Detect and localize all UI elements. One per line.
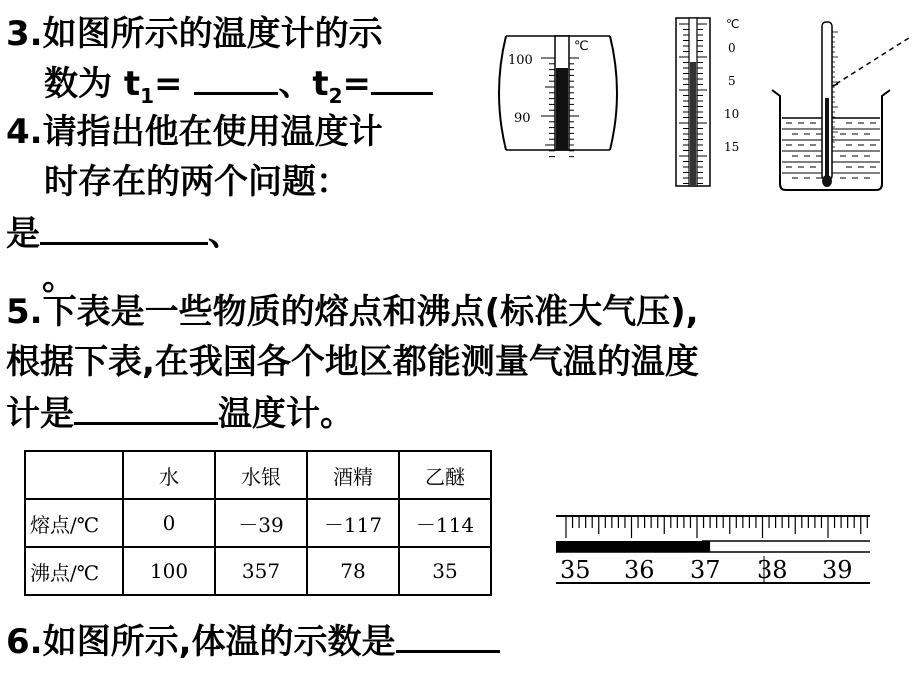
table-cell: 100	[123, 547, 215, 595]
q4-line3-pre: 是	[6, 214, 40, 254]
q4-line1: 4.请指出他在使用温度计	[6, 112, 383, 152]
table-cell: －114	[399, 499, 491, 547]
q6-text: 6.如图所示,体温的示数是	[6, 622, 396, 662]
q5-line3	[6, 392, 354, 434]
q4-line3-post: 、	[208, 214, 242, 254]
q3-t-label: 数为 t	[44, 64, 141, 104]
thermometer2-label-15: 15	[724, 140, 740, 154]
q4-line2: 时存在的两个问题：	[44, 162, 350, 202]
thermometer2-label-0: 0	[728, 41, 736, 55]
table-header-cell	[25, 451, 123, 499]
table-cell: 35	[399, 547, 491, 595]
table-cell: －39	[215, 499, 307, 547]
q3-t2-sub: 2	[328, 83, 343, 108]
thermometer2-label-10: 10	[724, 107, 740, 121]
table-header-cell: 水	[123, 451, 215, 499]
beaker-thermometer-figure	[766, 18, 916, 192]
q5-line2: 根据下表,在我国各个地区都能测量气温的温度	[6, 342, 699, 382]
table-header-cell: 乙醚	[399, 451, 491, 499]
clinical-ticks	[566, 516, 867, 538]
clinical-label-38: 38	[757, 556, 788, 584]
q3-blank-t2[interactable]	[371, 62, 433, 95]
q6-line1	[6, 620, 500, 662]
q5-line1: 5.下表是一些物质的熔点和沸点(标准大气压),	[6, 292, 699, 332]
clinical-label-35: 35	[560, 556, 591, 584]
table-cell: 0	[123, 499, 215, 547]
clinical-label-39: 39	[822, 556, 853, 584]
table-row	[25, 499, 491, 547]
table-header-cell: 酒精	[307, 451, 399, 499]
thermometer1-liquid	[556, 68, 568, 150]
thermometer-scale-figure	[672, 14, 752, 190]
clinical-label-36: 36	[624, 556, 655, 584]
clinical-thermometer-figure	[552, 508, 874, 590]
thermometer3-ticks	[832, 32, 838, 147]
clinical-liquid	[556, 541, 710, 552]
q3-line2	[44, 62, 433, 116]
q5-blank[interactable]	[74, 392, 218, 425]
table-row-label: 熔点/℃	[25, 499, 123, 547]
table-cell: 357	[215, 547, 307, 595]
table-row-label: 沸点/℃	[25, 547, 123, 595]
thermometer1-label-90: 90	[514, 111, 531, 126]
table-header-row	[25, 451, 491, 499]
thermometer2-label-5: 5	[728, 74, 736, 88]
table-cell: 78	[307, 547, 399, 595]
q4-blank-1[interactable]	[40, 212, 208, 245]
sight-line	[836, 36, 912, 84]
q3-t1-sub: 1	[140, 83, 155, 108]
q6-blank[interactable]	[396, 620, 500, 653]
q3-sep: 、t	[278, 64, 329, 104]
q3-eq2: =	[342, 64, 372, 104]
melting-boiling-table	[24, 450, 492, 596]
thermometer2-liquid	[690, 62, 696, 186]
thermometer-closeup-figure	[488, 28, 628, 158]
table-header-cell: 水银	[215, 451, 307, 499]
thermometer3-bulb	[822, 175, 832, 187]
q5-line3-post: 温度计。	[218, 394, 354, 434]
thermometer3-liquid	[825, 98, 829, 178]
q3-blank-t1[interactable]	[194, 62, 278, 95]
q5-line3-pre: 计是	[6, 394, 74, 434]
table-cell: －117	[307, 499, 399, 547]
q3-line1: 3.如图所示的温度计的示	[6, 14, 383, 54]
thermometer2-unit: ℃	[726, 17, 740, 31]
thermometer1-label-100: 100	[508, 53, 533, 68]
q4-line4: 。	[42, 258, 76, 298]
clinical-label-37: 37	[690, 556, 721, 584]
table-row	[25, 547, 491, 595]
thermometer1-unit: ℃	[574, 39, 589, 54]
q4-line3	[6, 212, 242, 254]
q3-eq1: =	[154, 64, 195, 104]
